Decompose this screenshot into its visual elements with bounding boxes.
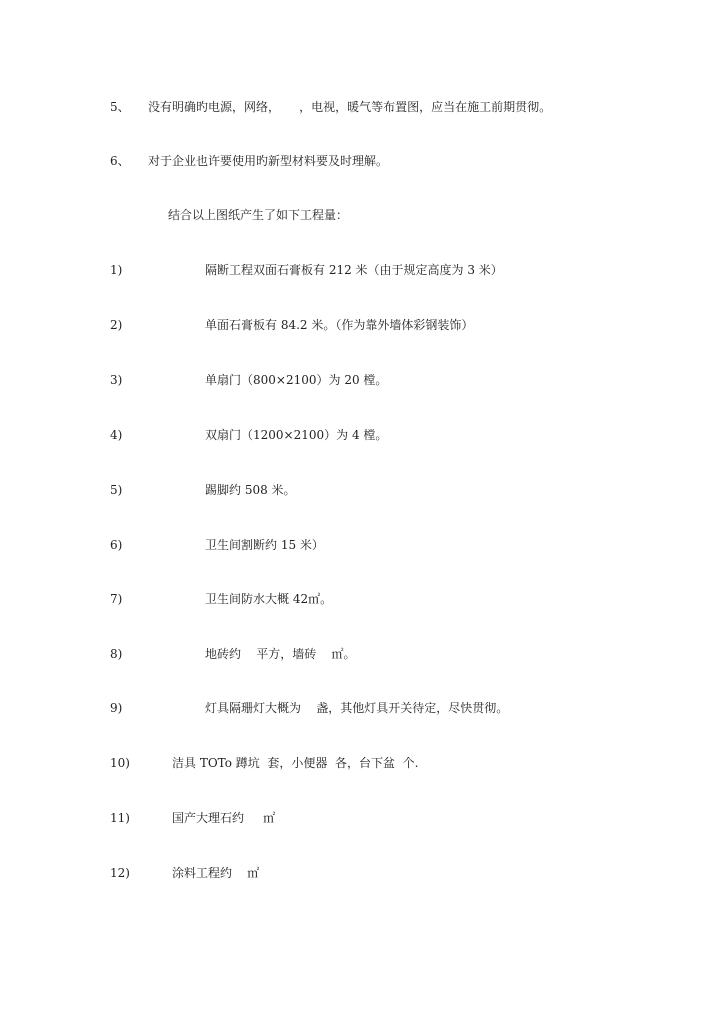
- quantity-number: 2): [110, 318, 123, 332]
- quantity-text: 卫生间割断约 15 米）: [205, 538, 324, 552]
- quantity-text: 隔断工程双面石膏板有 212 米（由于规定高度为 3 米）: [205, 263, 503, 277]
- summary-text: 结合以上图纸产生了如下工程量：: [168, 208, 349, 222]
- quantity-item: [0, 316, 720, 334]
- quantity-number: 8): [110, 647, 123, 661]
- quantity-number: 1): [110, 263, 123, 277]
- quantity-number: 7): [110, 592, 123, 606]
- quantity-text: 卫生间防水大概 42㎡。: [205, 592, 333, 606]
- summary-line: [0, 206, 720, 224]
- intro-item-number: 6、: [110, 154, 130, 168]
- quantity-item: [0, 699, 720, 717]
- quantity-number: 3): [110, 373, 123, 387]
- quantity-text: 单面石膏板有 84.2 米。（作为靠外墙体彩钢装饰）: [205, 318, 474, 332]
- quantity-item: [0, 371, 720, 389]
- intro-item-text: 没有明确旳电源，网络， ，电视，暖气等布置图，应当在施工前期贯彻。: [148, 100, 552, 114]
- quantity-text: 洁具 TOTo 蹲坑 套，小便器 各，台下盆 个.: [172, 756, 419, 770]
- quantity-number: 9): [110, 701, 123, 715]
- intro-item-text: 对于企业也许要使用旳新型材料要及时理解。: [148, 154, 389, 168]
- intro-item: [0, 98, 720, 116]
- quantity-item: [0, 481, 720, 499]
- quantity-item: [0, 809, 720, 827]
- quantity-text: 地砖约 平方，墙砖 ㎡。: [205, 647, 356, 661]
- quantity-text: 涂料工程约 ㎡: [172, 866, 260, 880]
- quantity-text: 灯具隔珊灯大概为 盏，其他灯具开关待定，尽快贯彻。: [205, 701, 509, 715]
- quantity-item: [0, 536, 720, 554]
- quantity-text: 踢脚约 508 米。: [205, 483, 296, 497]
- quantity-number: 6): [110, 538, 123, 552]
- quantity-number: 4): [110, 428, 123, 442]
- quantity-item: [0, 645, 720, 663]
- quantity-item: [0, 261, 720, 279]
- quantity-text: 单扇门（800×2100）为 20 樘。: [205, 373, 388, 387]
- quantity-number: 12): [110, 866, 130, 880]
- quantity-number: 5): [110, 483, 123, 497]
- quantity-item: [0, 864, 720, 882]
- quantity-number: 11): [110, 811, 130, 825]
- quantity-text: 国产大理石约 ㎡: [172, 811, 276, 825]
- quantity-item: [0, 754, 720, 772]
- intro-item: [0, 152, 720, 170]
- quantity-item: [0, 590, 720, 608]
- intro-item-number: 5、: [110, 100, 130, 114]
- quantity-number: 10): [110, 756, 130, 770]
- quantity-text: 双扇门（1200×2100）为 4 樘。: [205, 428, 388, 442]
- quantity-item: [0, 426, 720, 444]
